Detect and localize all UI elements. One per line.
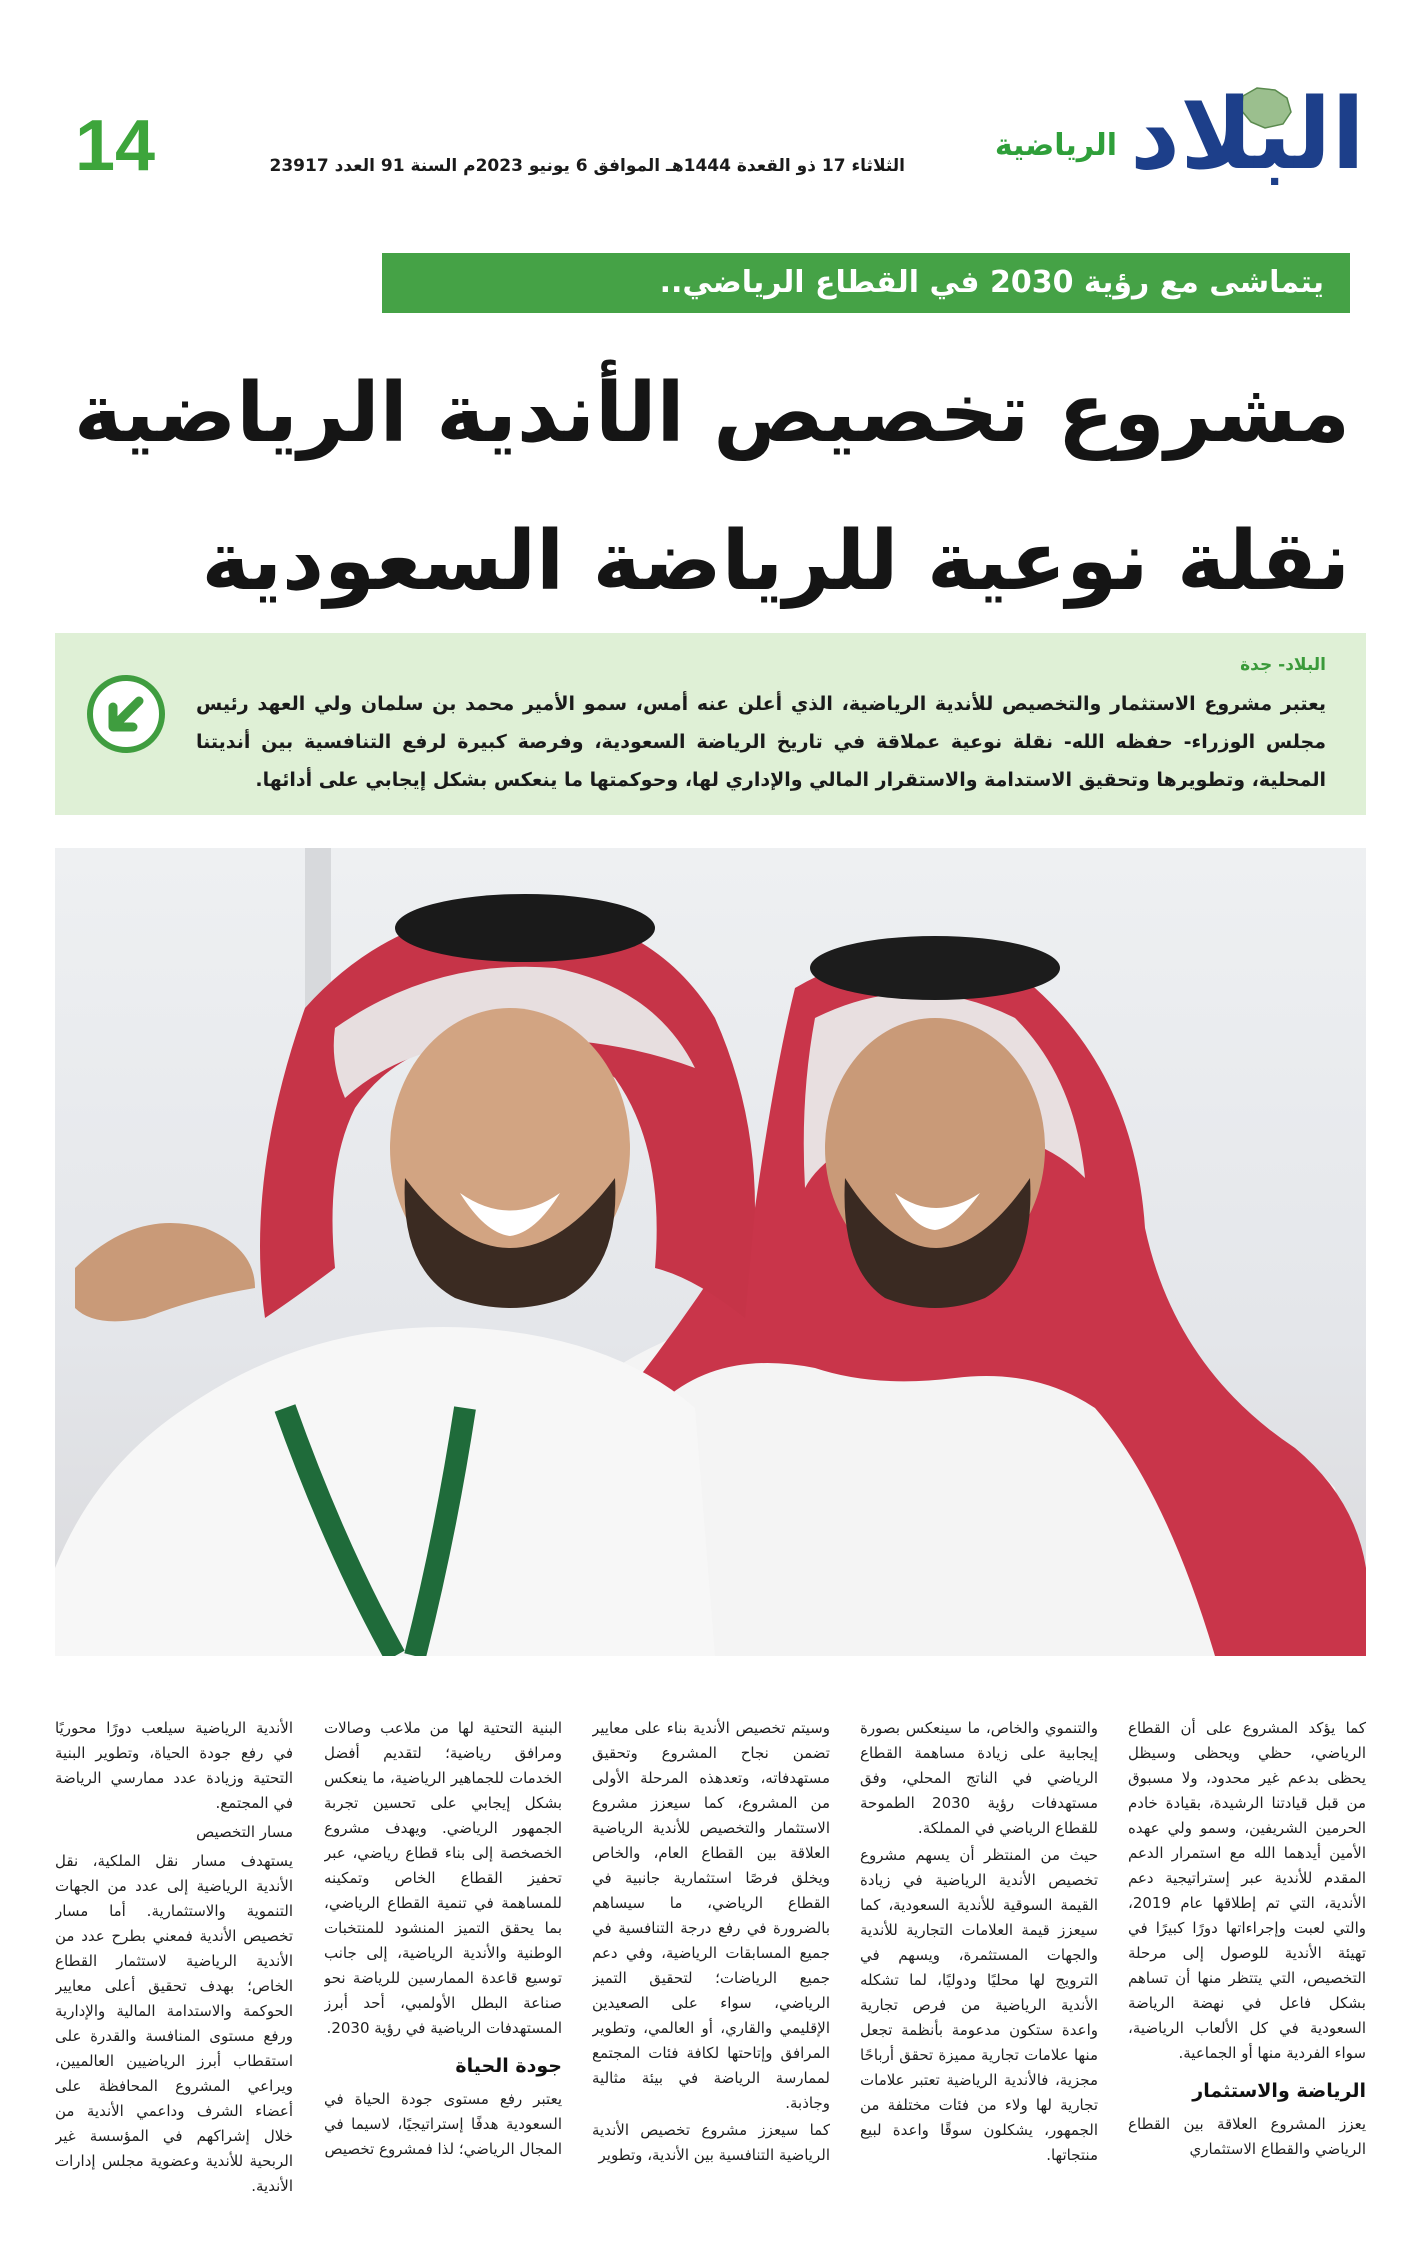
body-column-4 [324, 1716, 562, 2236]
article-photo [55, 848, 1366, 1656]
body-paragraph: البنية التحتية لها من ملاعب وصالات ومرافق رياضية؛ لتقديم أفضل الخدمات للجماهير الرياضية، ما ينعكس بشكل إيجابي على تحسين تجربة الجمهور الرياضي. ويهدف مشروع الخصخصة إلى بناء قطاع رياضي، عبر تحفيز القطاع الخاص وتمكينه للمساهمة في تنمية القطاع الرياضي، بما يحقق التميز المنشود للمنتخبات الوطنية والأندية الرياضية، إلى جانب توسيع قاعدة الممارسين للرياضة نحو صناعة البطل الأولمبي، أحد أبرز المستهدفات الرياضية في رؤية 2030. [324, 1719, 562, 2037]
photo-illustration [55, 848, 1366, 1656]
article-kicker: يتماشى مع رؤية 2030 في القطاع الرياضي.. [382, 253, 1350, 313]
body-paragraph: والتنموي والخاص، ما سينعكس بصورة إيجابية على زيادة مساهمة القطاع الرياضي في الناتج المحلي، وفق مستهدفات رؤية 2030 الطموحة للقطاع الرياضي في المملكة. [860, 1719, 1098, 1837]
body-paragraph: يستهدف مسار نقل الملكية، نقل الأندية الرياضية إلى عدد من الجهات التنموية والاستثمارية. أما مسار تخصيص الأندية فمعني بطرح عدد من الأندية الرياضية لاستثمار القطاع الخاص؛ بهدف تحقيق أعلى معايير الحوكمة والاستدامة المالية والإدارية ورفع مستوى المنافسة والقدرة على استقطاب أبرز الرياضيين العالميين، ويراعي المشروع المحافظة على أعضاء الشرف وداعمي الأندية من خلال إشراكهم في المؤسسة غير الربحية للأندية وعضوية مجلس إدارات الأندية. [55, 1852, 293, 2195]
page-number: 14 [75, 106, 156, 186]
body-paragraph: وسيتم تخصيص الأندية بناء على معايير تضمن نجاح المشروع وتحقيق مستهدفاته، وتعدهذه المرحلة الأولى من المشروع، كما سيعزز مشروع الاستثمار والتخصيص للأندية الرياضية العلاقة بين القطاع العام، والخاص ويخلق فرصًا استثمارية جانبية في القطاع الرياضي، ما سيساهم بالضرورة في رفع درجة التنافسية في جميع المسابقات الرياضية، وفي دعم جميع الرياضات؛ لتحقيق التميز الرياضي، سواء على الصعيدين الإقليمي والقاري، أو العالمي، وتطوير المرافق وإتاحتها لكافة فئات المجتمع لممارسة الرياضة في بيئة مثالية وجاذبة. [592, 1719, 830, 2112]
subheading-quality-of-life: جودة الحياة [455, 2055, 562, 2077]
arrow-down-left-icon [85, 673, 167, 755]
body-paragraph: الأندية الرياضية سيلعب دورًا محوريًا في رفع جودة الحياة، وتطوير البنية التحتية وزيادة عدد ممارسي الرياضة في المجتمع. [55, 1719, 293, 1812]
body-paragraph: كما يؤكد المشروع على أن القطاع الرياضي، حظي ويحظى وسيظل يحظى بدعم غير محدود، ولا مسبوق من قبل قيادتنا الرشيدة، بقيادة خادم الحرمين الشريفين، وسمو ولي عهده الأمين أيدهما الله مع استمرار الدعم المقدم للأندية عبر إستراتيجية دعم الأندية، التي تم إطلاقها عام 2019، والتي لعبت وإجراءاتها دورًا كبيرًا في تهيئة الأندية للوصول إلى مرحلة التخصيص، التي يتتظر منها أن تساهم بشكل فاعل في نهضة الرياضة السعودية في كل الألعاب الرياضية، سواء الفردية منها أو الجماعية. [1128, 1719, 1366, 2062]
headline-line-1: مشروع تخصيص الأندية الرياضية [73, 366, 1350, 461]
article-body [55, 1716, 1366, 2236]
body-column-1 [1128, 1716, 1366, 2236]
subheading-sports-investment: الرياضة والاستثمار [1192, 2080, 1366, 2102]
article-lead: يعتبر مشروع الاستثمار والتخصيص للأندية الرياضية، الذي أعلن عنه أمس، سمو الأمير محمد بن سلمان ولي العهد رئيس مجلس الوزراء- حفظه الله- نقلة نوعية عملاقة في تاريخ الرياضة السعودية، وفرصة كبيرة لرفع التنافسية بين أنديتنا المحلية، وتطويرها وتحقيق الاستدامة والاستقرار المالي والإداري لها، وحوكمتها ما ينعكس بشكل إيجابي على أدائها. [196, 693, 1326, 791]
body-column-3 [592, 1716, 830, 2236]
article-byline: البلاد- جدة [1240, 655, 1326, 675]
body-column-5 [55, 1716, 293, 2236]
subheading-privatization-track: مسار التخصيص [196, 1823, 293, 1841]
body-paragraph: يعزز المشروع العلاقة بين القطاع الرياضي والقطاع الاستثماري [1128, 2115, 1366, 2158]
body-paragraph: كما سيعزز مشروع تخصيص الأندية الرياضية التنافسية بين الأندية، وتطوير [592, 2121, 830, 2164]
article-headline [70, 340, 1350, 636]
masthead [55, 78, 1365, 198]
headline-line-2: نقلة نوعية للرياضة السعودية [201, 514, 1350, 609]
body-column-2 [860, 1716, 1098, 2236]
section-name: الرياضية [994, 128, 1117, 163]
newspaper-logo [1129, 78, 1365, 198]
issue-date-line: الثلاثاء 17 ذو القعدة 1444هـ الموافق 6 يونيو 2023م السنة 91 العدد 23917 [269, 156, 905, 176]
article-intro-box [55, 633, 1366, 815]
body-paragraph: يعتبر رفع مستوى جودة الحياة في السعودية هدفًا إستراتيجيًا، لاسيما في المجال الرياضي؛ لذا فمشروع تخصيص [324, 2090, 562, 2158]
logo-text: البلاد [1129, 78, 1365, 192]
body-paragraph: حيث من المنتظر أن يسهم مشروع تخصيص الأندية الرياضية في زيادة القيمة السوقية للأندية السعودية، كما سيعزز قيمة العلامات التجارية للأندية والجهات المستثمرة، ويسهم في الترويج لها محليًا ودوليًا، لما تشكله الأندية الرياضية من فرص تجارية واعدة ستكون مدعومة بأنظمة تجعل منها علامات تجارية مميزة تحقق أرباحًا مجزية، فالأندية الرياضية تعتبر علامات تجارية لها ولاء من فئات مختلفة من الجمهور، يشكلون سوقًا واعدة لبيع منتجاتها. [860, 1846, 1098, 2164]
